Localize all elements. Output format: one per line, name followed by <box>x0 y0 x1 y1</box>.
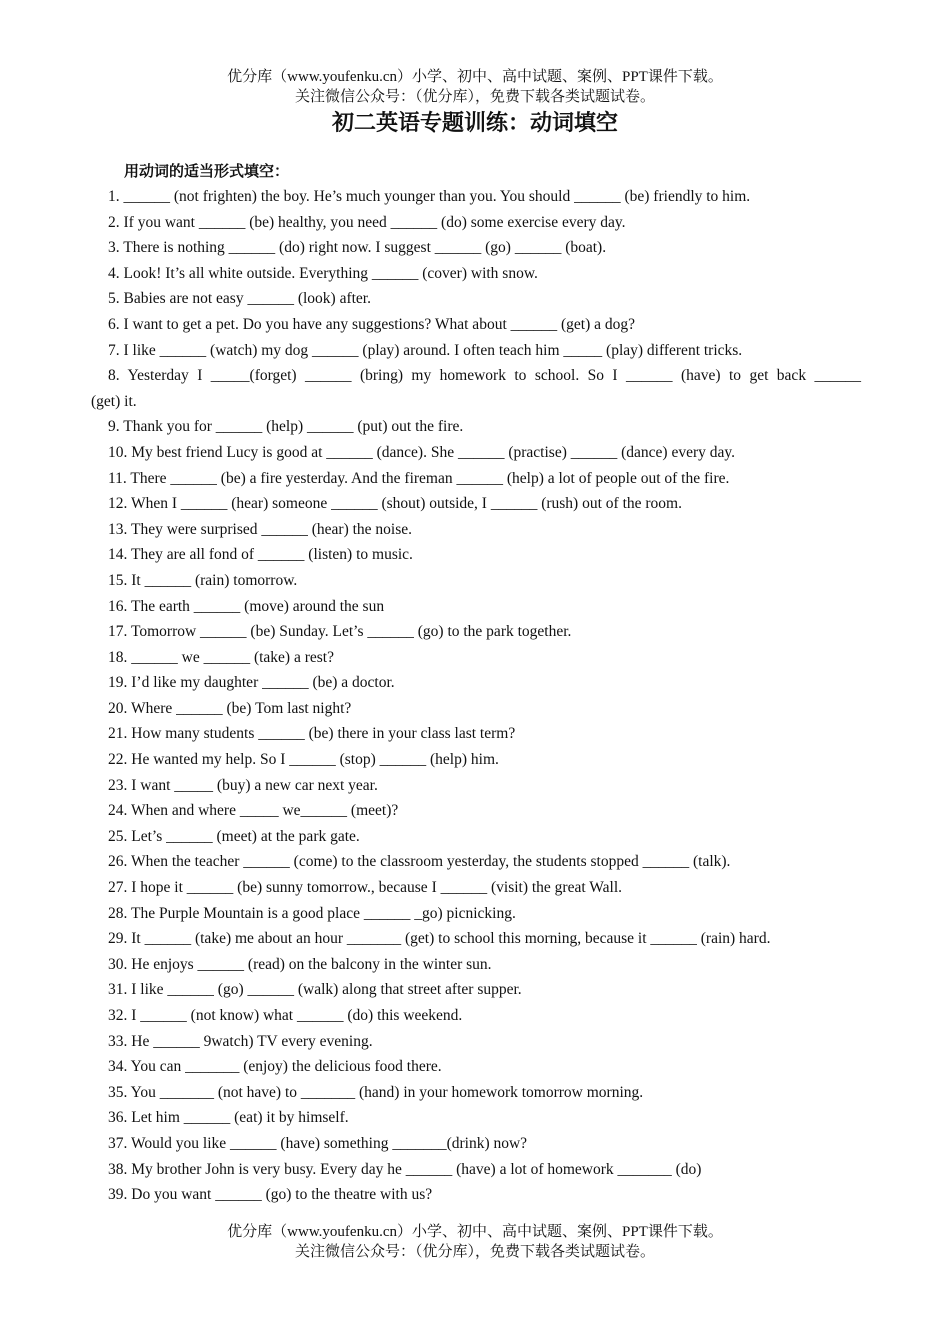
question-item: 30. He enjoys ______ (read) on the balcony in the winter sun. <box>108 955 492 973</box>
question-item: 39. Do you want ______ (go) to the theatre with us? <box>108 1186 433 1204</box>
page-title: 初二英语专题训练：动词填空 <box>331 111 618 136</box>
question-item: 17. Tomorrow ______ (be) Sunday. Let’s ______ (go) to the park together. <box>108 623 572 641</box>
question-item: 13. They were surprised ______ (hear) the noise. <box>108 520 413 538</box>
question-item: 31. I like ______ (go) ______ (walk) along that street after supper. <box>108 981 522 999</box>
question-item-continuation: (get) it. <box>91 392 137 410</box>
question-item: 24. When and where _____ we______ (meet)? <box>108 802 399 820</box>
instruction: 用动词的适当形式填空： <box>124 162 290 180</box>
question-item: 15. It ______ (rain) tomorrow. <box>108 571 298 589</box>
question-item: 29. It ______ (take) me about an hour _______ (get) to school this morning, because it ______ (rain) hard. <box>108 930 771 948</box>
header-line-2: 关注微信公众号：（优分库），免费下载各类试题试卷。 <box>294 89 655 105</box>
question-item: 27. I hope it ______ (be) sunny tomorrow., because I ______ (visit) the great Wall. <box>108 879 623 897</box>
question-item: 4. Look! It’s all white outside. Everything ______ (cover) with snow. <box>108 264 538 282</box>
question-item: 32. I ______ (not know) what ______ (do) this weekend. <box>108 1007 463 1024</box>
question-item: 10. My best friend Lucy is good at ______ (dance). She ______ (practise) ______ (dance) every day. <box>108 443 735 461</box>
question-item: 18. ______ we ______ (take) a rest? <box>108 648 334 666</box>
question-item: 5. Babies are not easy ______ (look) after. <box>108 290 371 308</box>
question-item: 37. Would you like ______ (have) something _______(drink) now? <box>108 1134 528 1152</box>
question-item: 20. Where ______ (be) Tom last night? <box>108 699 352 717</box>
question-item: 36. Let him ______ (eat) it by himself. <box>108 1109 349 1127</box>
question-item: 21. How many students ______ (be) there in your class last term? <box>108 725 516 743</box>
question-item: 22. He wanted my help. So I ______ (stop) ______ (help) him. <box>108 751 499 769</box>
question-item: 6. I want to get a pet. Do you have any suggestions? What about ______ (get) a dog? <box>108 315 636 333</box>
question-item: 14. They are all fond of ______ (listen) to music. <box>108 546 413 564</box>
question-item: 1. ______ (not frighten) the boy. He’s much younger than you. You should ______ (be) friendly to him. <box>108 188 751 205</box>
question-item: 8. Yesterday I _____(forget) ______ (bring) my homework to school. So I ______ (have) to get back ______ <box>108 367 861 385</box>
footer-line-2: 关注微信公众号：（优分库），免费下载各类试题试卷。 <box>294 1244 655 1260</box>
question-list <box>91 184 861 1208</box>
question-item: 25. Let’s ______ (meet) at the park gate. <box>108 827 360 845</box>
question-item: 2. If you want ______ (be) healthy, you need ______ (do) some exercise every day. <box>108 213 626 231</box>
question-item: 23. I want _____ (buy) a new car next year. <box>108 776 378 794</box>
question-item: 26. When the teacher ______ (come) to the classroom yesterday, the students stopped ______ (talk). <box>108 853 731 871</box>
question-item: 11. There ______ (be) a fire yesterday. And the fireman ______ (help) a lot of people out of the fire. <box>108 469 730 487</box>
header-line-1: 优分库（www.youfenku.cn）小学、初中、高中试题、案例、PPT课件下载。 <box>227 69 723 85</box>
footer-line-1: 优分库（www.youfenku.cn）小学、初中、高中试题、案例、PPT课件下载。 <box>227 1224 723 1240</box>
question-item: 19. I’d like my daughter ______ (be) a doctor. <box>108 674 395 692</box>
question-item: 28. The Purple Mountain is a good place ______ _go) picnicking. <box>108 904 516 922</box>
question-item: 9. Thank you for ______ (help) ______ (put) out the fire. <box>108 418 464 436</box>
question-item: 33. He ______ 9watch) TV every evening. <box>108 1032 373 1050</box>
question-item: 34. You can _______ (enjoy) the delicious food there. <box>108 1058 442 1076</box>
question-item: 38. My brother John is very busy. Every day he ______ (have) a lot of homework _______ (do) <box>108 1160 702 1178</box>
question-item: 7. I like ______ (watch) my dog ______ (play) around. I often teach him _____ (play) different tricks. <box>108 341 743 359</box>
question-item: 3. There is nothing ______ (do) right now. I suggest ______ (go) ______ (boat). <box>108 239 607 257</box>
question-item: 12. When I ______ (hear) someone ______ (shout) outside, I ______ (rush) out of the room. <box>108 495 682 513</box>
question-item: 16. The earth ______ (move) around the sun <box>108 597 385 615</box>
question-item: 35. You _______ (not have) to _______ (hand) in your homework tomorrow morning. <box>108 1083 644 1101</box>
